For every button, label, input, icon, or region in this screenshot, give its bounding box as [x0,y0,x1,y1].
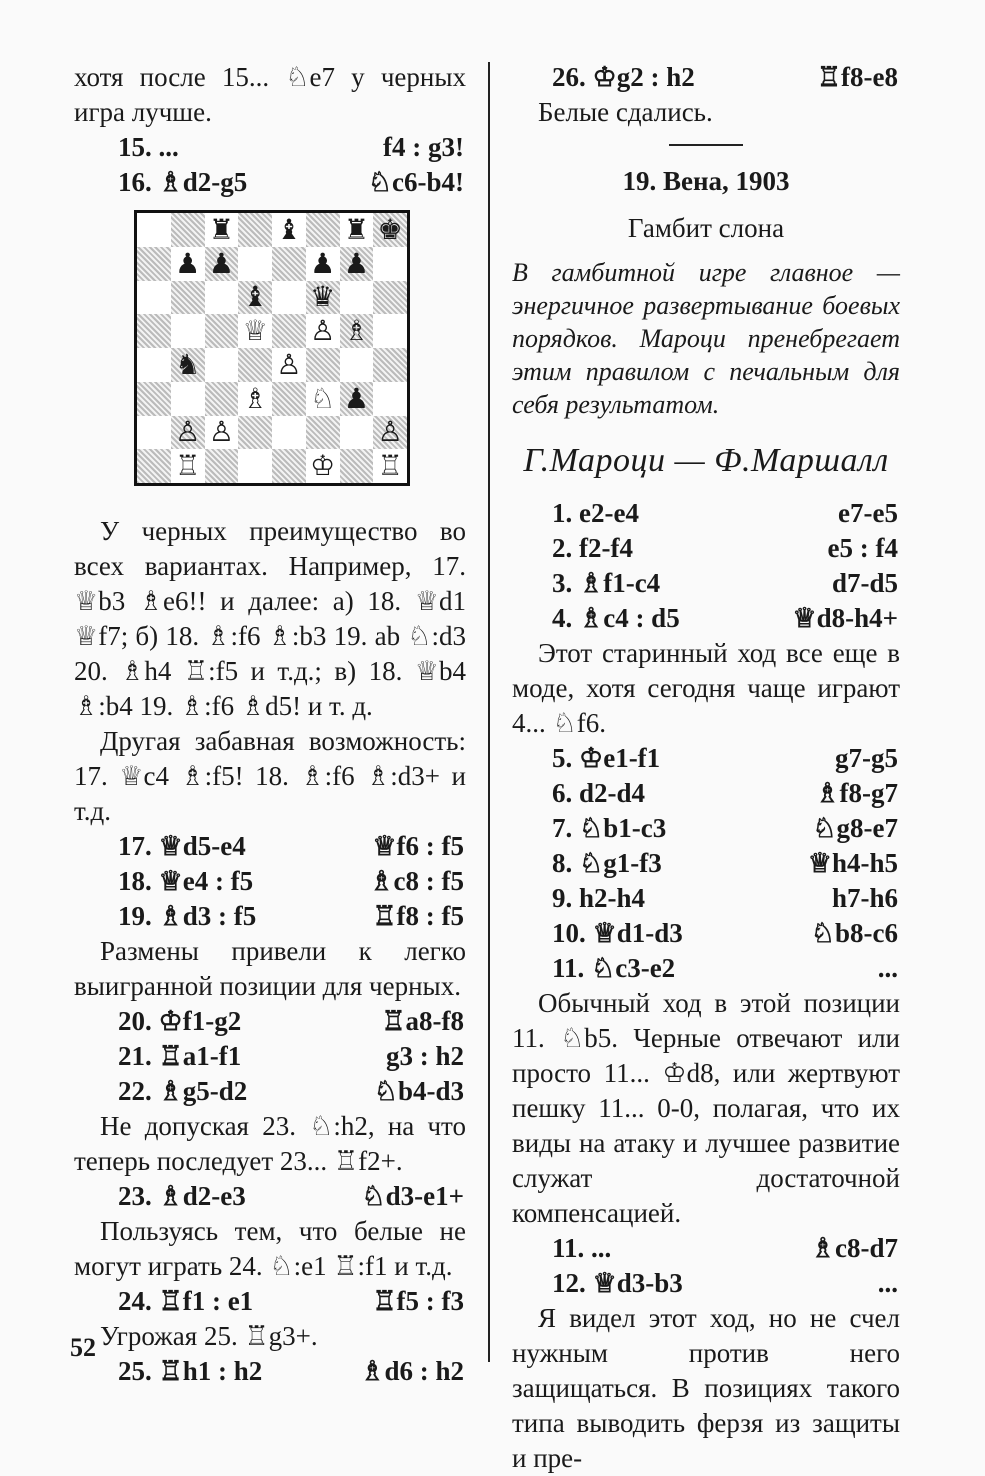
commentary-text: Обычный ход в этой позиции 11. ♘b5. Черные отвечают или просто 11... ♔d8, или жертвуют пешку 11... 0-0, полагая, что их виды на атаку и лучшее развитие служат достаточной компенсацией. [512,988,900,1228]
chess-diagram [134,210,410,486]
section-rule [669,144,743,146]
move-row [74,864,466,899]
black-knight-icon: ♞ [171,348,205,382]
black-move: ... [877,953,898,983]
board-square [272,449,306,483]
white-move: 11. ... [552,1233,612,1263]
move-row [512,951,900,986]
black-queen-icon: ♛ [306,281,340,315]
white-knight-icon: ♘ [306,382,340,416]
board-square [238,247,272,281]
white-move: 4. ♗c4 : d5 [552,603,680,633]
white-queen-icon: ♕ [238,314,272,348]
black-move: ♖f5 : f3 [372,1286,464,1316]
white-move: 20. ♔f1-g2 [118,1006,242,1036]
move-row [512,916,900,951]
board-square [137,416,171,450]
game-intro: В гамбитной игре главное — энергичное развертывание боевых порядков. Мароци пренебрегает этим правилом с печальным для себя результатом. [512,258,900,419]
black-move: ♕h4-h5 [807,848,898,878]
black-move: g3 : h2 [385,1041,464,1071]
board-square [137,247,171,281]
black-move: ♘b8-c6 [810,918,898,948]
move-row [74,1074,466,1109]
white-move: 17. ♕d5-e4 [118,831,246,861]
move-row [74,130,466,165]
black-move: ♘c6-b4! [367,167,464,197]
white-move: 15. ... [118,132,179,162]
move-row [74,1354,466,1389]
board-square [205,382,239,416]
black-bishop-icon: ♝ [238,281,272,315]
commentary-text: У черных преимущество во всех вариантах. Например, 17. ♕b3 ♗e6!! и далее: а) 18. ♕d1 ♕f7; б) 18. ♗:f6 ♗:b3 19. ab ♘:d3 20. ♗h4 ♖:f5 и т.д.; в) 18. ♕b4 ♗:b4 19. ♗:f6 ♗d5! и т. д. [74,516,466,721]
white-pawn-icon: ♙ [373,416,407,450]
board-square [373,314,407,348]
white-move: 1. e2-e4 [552,498,639,528]
left-column [74,60,466,1389]
white-move: 23. ♗d2-e3 [118,1181,246,1211]
move-row [512,811,900,846]
white-move: 21. ♖a1-f1 [118,1041,242,1071]
black-move: d7-d5 [831,568,898,598]
board-square [340,449,374,483]
black-move: ♕f6 : f5 [372,831,464,861]
board-square [306,213,340,247]
black-pawn-icon: ♟ [306,247,340,281]
board-square [340,281,374,315]
board-square [171,281,205,315]
move-row [512,1231,900,1266]
move-row [74,1039,466,1074]
board-square [205,281,239,315]
board-square [137,213,171,247]
move-row [74,1179,466,1214]
opening-name: Гамбит слона [627,213,785,243]
right-column [512,60,900,1476]
white-move: 10. ♕d1-d3 [552,918,683,948]
board-square [373,348,407,382]
white-move: 16. ♗d2-g5 [118,167,248,197]
commentary-text: Размены привели к легко выигранной позиции для черных. [74,936,466,1001]
black-move: e7-e5 [838,498,898,528]
move-row [512,881,900,916]
board-square [205,449,239,483]
white-pawn-icon: ♙ [272,348,306,382]
move-row [512,496,900,531]
white-move: 18. ♕e4 : f5 [118,866,254,896]
board-square [340,416,374,450]
board-square [373,382,407,416]
black-rook-icon: ♜ [340,213,374,247]
game-title: 19. Вена, 1903 [622,166,790,196]
white-king-icon: ♔ [306,449,340,483]
board-square [238,213,272,247]
board-square [272,382,306,416]
board-square [171,382,205,416]
board-square [272,281,306,315]
white-move: 24. ♖f1 : e1 [118,1286,254,1316]
white-rook-icon: ♖ [171,449,205,483]
white-bishop-icon: ♗ [340,314,374,348]
board-square [306,416,340,450]
commentary-text: Я видел этот ход, но не счел нужным против него защищаться. В позициях такого типа выводить ферзя из защиты и пре- [512,1303,900,1473]
board-square [137,449,171,483]
black-move: h7-h6 [831,883,898,913]
board-square [238,416,272,450]
board-square [306,348,340,382]
board-square [137,314,171,348]
board-square [205,314,239,348]
black-move: ♘b4-d3 [373,1076,464,1106]
white-move: 9. h2-h4 [552,883,646,913]
move-row [512,741,900,776]
white-move: 11. ♘c3-e2 [552,953,676,983]
commentary-text: Угрожая 25. ♖g3+. [100,1321,318,1351]
white-move: 19. ♗d3 : f5 [118,901,257,931]
board-square [171,213,205,247]
black-pawn-icon: ♟ [171,247,205,281]
white-pawn-icon: ♙ [171,416,205,450]
board-square [238,449,272,483]
black-move: g7-g5 [835,743,898,773]
page-number: 52 [70,1333,96,1362]
board-square [373,281,407,315]
commentary-text: Пользуясь тем, что белые не могут играть 24. ♘:e1 ♖:f1 и т.д. [74,1216,466,1281]
white-move: 25. ♖h1 : h2 [118,1356,263,1386]
black-move: ♘d3-e1+ [361,1181,464,1211]
move-row [74,1284,466,1319]
black-move: ♗c8 : f5 [369,866,464,896]
black-move: ♖a8-f8 [381,1006,464,1036]
white-move: 2. f2-f4 [552,533,633,563]
move-row [74,899,466,934]
column-divider [488,62,490,1362]
black-pawn-icon: ♟ [340,247,374,281]
commentary-text: хотя после 15... ♘e7 у черных игра лучше. [74,62,466,127]
board-square [137,382,171,416]
white-move: 3. ♗f1-c4 [552,568,661,598]
board-square [205,348,239,382]
board-square [171,314,205,348]
black-pawn-icon: ♟ [205,247,239,281]
white-move: 22. ♗g5-d2 [118,1076,248,1106]
move-row [74,165,466,200]
black-move: ♖f8-e8 [816,62,898,92]
board-square [373,247,407,281]
board-square [340,348,374,382]
move-row [512,776,900,811]
black-move: ♗f8-g7 [815,778,898,808]
move-row [512,601,900,636]
white-move: 7. ♘b1-c3 [552,813,667,843]
white-move: 6. d2-d4 [552,778,646,808]
move-row [512,60,900,95]
board-square [137,348,171,382]
white-move: 8. ♘g1-f3 [552,848,662,878]
white-move: 5. ♔e1-f1 [552,743,661,773]
commentary-text: Не допуская 23. ♘:h2, на что теперь последует 23... ♖f2+. [74,1111,466,1176]
result-text: Белые сдались. [538,97,713,127]
move-row [74,829,466,864]
white-rook-icon: ♖ [373,449,407,483]
board-square [272,314,306,348]
board-square [272,247,306,281]
black-king-icon: ♚ [373,213,407,247]
board-square [238,348,272,382]
white-pawn-icon: ♙ [306,314,340,348]
black-move: f4 : g3! [383,132,464,162]
black-move: ♗d6 : h2 [360,1356,464,1386]
black-bishop-icon: ♝ [272,213,306,247]
black-move: e5 : f4 [827,533,898,563]
black-rook-icon: ♜ [205,213,239,247]
white-move: 12. ♕d3-b3 [552,1268,683,1298]
black-pawn-icon: ♟ [340,382,374,416]
move-row [512,566,900,601]
board-square [272,416,306,450]
black-move: ♘g8-e7 [812,813,898,843]
move-row [512,531,900,566]
black-move: ... [877,1268,898,1298]
commentary-text: Этот старинный ход все еще в моде, хотя сегодня чаще играют 4... ♘f6. [512,638,900,738]
move-row [512,1266,900,1301]
move-row [74,1004,466,1039]
black-move: ♖f8 : f5 [372,901,464,931]
players-heading: Г.Мароци — Ф.Маршалл [523,442,889,479]
commentary-text: Другая забавная возможность: 17. ♕c4 ♗:f5! 18. ♗:f6 ♗:d3+ и т.д. [74,726,466,826]
black-move: ♗c8-d7 [810,1233,898,1263]
white-move: 26. ♔g2 : h2 [552,62,695,92]
move-row [512,846,900,881]
white-pawn-icon: ♙ [205,416,239,450]
black-move: ♕d8-h4+ [792,603,898,633]
white-bishop-icon: ♗ [238,382,272,416]
board-square [137,281,171,315]
